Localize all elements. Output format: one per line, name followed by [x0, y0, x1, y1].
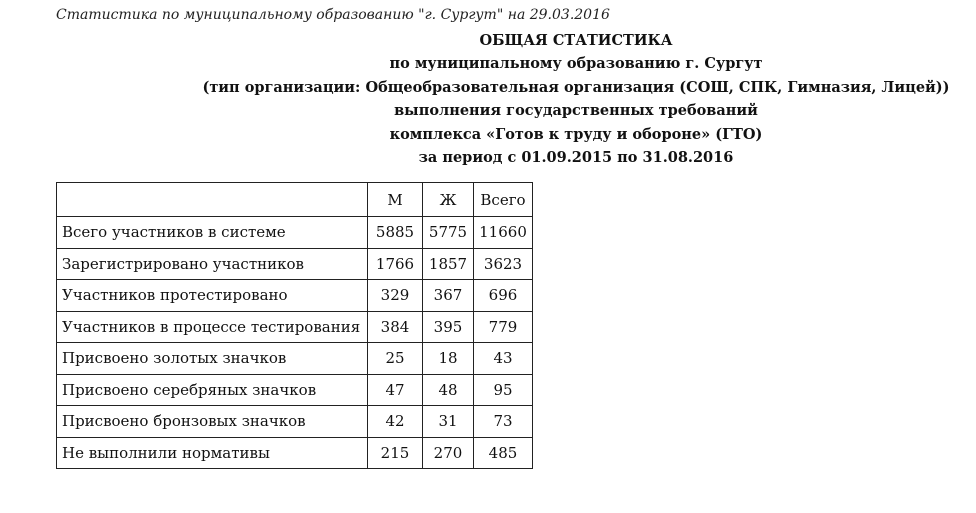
table-row [57, 374, 533, 406]
table-row [57, 248, 533, 280]
heading-complex: комплекса «Готов к труду и обороне» (ГТО) [389, 125, 763, 143]
heading-organization-type: (тип организации: Общеобразовательная организация (СОШ, СПК, Гимназия, Лицей)) [202, 78, 950, 96]
report-heading [0, 29, 976, 169]
report-title: ОБЩАЯ СТАТИСТИКА [479, 32, 673, 49]
header-cell-empty [57, 183, 368, 217]
cell-male: 384 [368, 311, 423, 343]
cell-total: 73 [474, 406, 533, 438]
row-label: Зарегистрировано участников [57, 248, 368, 280]
table-row [57, 406, 533, 438]
table-row [57, 217, 533, 249]
cell-female: 5775 [423, 217, 474, 249]
heading-requirements: выполнения государственных требований [394, 102, 758, 120]
table-header-row [57, 183, 533, 217]
table-row [57, 280, 533, 312]
heading-municipality: по муниципальному образованию г. Сургут [389, 55, 763, 73]
cell-female: 270 [423, 437, 474, 469]
cell-total: 95 [474, 374, 533, 406]
cell-female: 367 [423, 280, 474, 312]
cell-female: 1857 [423, 248, 474, 280]
row-label: Присвоено серебряных значков [57, 374, 368, 406]
table-row [57, 437, 533, 469]
cell-female: 31 [423, 406, 474, 438]
cell-female: 48 [423, 374, 474, 406]
cell-total: 696 [474, 280, 533, 312]
cell-male: 42 [368, 406, 423, 438]
cell-male: 47 [368, 374, 423, 406]
cell-male: 329 [368, 280, 423, 312]
header-cell-male: М [368, 183, 423, 217]
cell-male: 25 [368, 343, 423, 375]
header-cell-female: Ж [423, 183, 474, 217]
header-cell-total: Всего [474, 183, 533, 217]
cell-male: 215 [368, 437, 423, 469]
cell-total: 3623 [474, 248, 533, 280]
cell-total: 11660 [474, 217, 533, 249]
table-row [57, 343, 533, 375]
document-caption: Статистика по муниципальному образованию "г. Сургут" на 29.03.2016 [56, 7, 610, 23]
cell-male: 1766 [368, 248, 423, 280]
cell-total: 43 [474, 343, 533, 375]
cell-total: 779 [474, 311, 533, 343]
cell-male: 5885 [368, 217, 423, 249]
heading-period: за период с 01.09.2015 по 31.08.2016 [418, 149, 734, 167]
row-label: Всего участников в системе [57, 217, 368, 249]
row-label: Присвоено золотых значков [57, 343, 368, 375]
cell-female: 395 [423, 311, 474, 343]
cell-total: 485 [474, 437, 533, 469]
table-row [57, 311, 533, 343]
row-label: Участников в процессе тестирования [57, 311, 368, 343]
row-label: Присвоено бронзовых значков [57, 406, 368, 438]
row-label: Не выполнили нормативы [57, 437, 368, 469]
row-label: Участников протестировано [57, 280, 368, 312]
statistics-table [56, 182, 533, 469]
cell-female: 18 [423, 343, 474, 375]
